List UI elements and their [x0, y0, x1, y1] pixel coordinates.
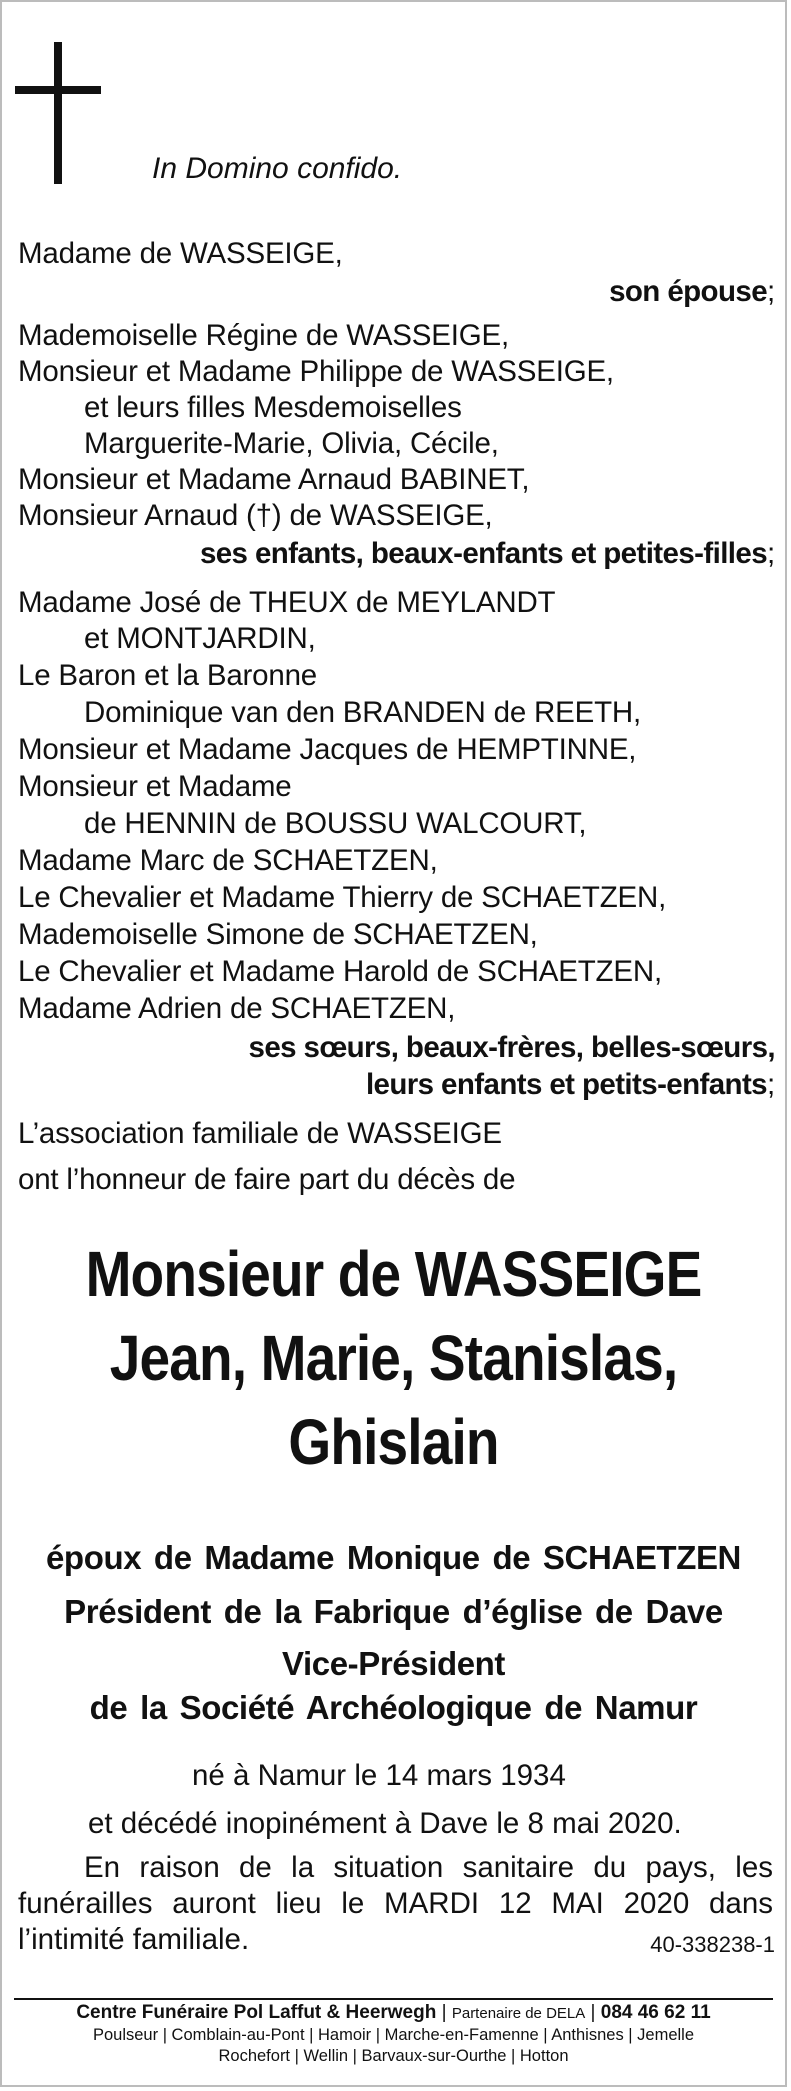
death-line: et décédé inopinément à Dave le 8 mai 2020.: [88, 1807, 682, 1840]
deceased-name-line2: Jean, Marie, Stanislas,: [109, 1322, 678, 1394]
deceased-name-line1: Monsieur de WASSEIGE: [85, 1238, 702, 1310]
children-line: Mademoiselle Régine de WASSEIGE,: [18, 319, 509, 352]
siblings-line: Madame Adrien de SCHAETZEN,: [18, 992, 456, 1025]
phone-number: 084 46 62 11: [600, 2002, 711, 2023]
siblings-line: Monsieur et Madame Jacques de HEMPTINNE,: [18, 733, 637, 766]
children-line: Monsieur et Madame Philippe de WASSEIGE,: [18, 355, 614, 388]
funeral-line1: En raison de la situation sanitaire du pays, les: [84, 1851, 773, 1884]
children-line: et leurs filles Mesdemoiselles: [84, 391, 462, 424]
siblings-line: de HENNIN de BOUSSU WALCOURT,: [84, 807, 587, 840]
footer-company-line: Centre Funéraire Pol Laffut & Heerwegh | Partenaire de DELA | 084 46 62 11: [76, 2002, 711, 2023]
siblings-line: Monsieur et Madame: [18, 770, 292, 803]
deceased-name-line3: Ghislain: [288, 1406, 499, 1478]
reference-number: 40-338238-1: [650, 1932, 775, 1957]
announce-line: ont l’honneur de faire part du décès de: [18, 1163, 516, 1196]
siblings-line: et MONTJARDIN,: [84, 622, 316, 655]
funeral-line3: l’intimité familiale.: [18, 1923, 250, 1956]
spouse-label: son épouse;: [609, 275, 775, 308]
company-name: Centre Funéraire Pol Laffut & Heerwegh: [76, 2002, 437, 2023]
siblings-line: Madame Marc de SCHAETZEN,: [18, 844, 438, 877]
siblings-label-2: leurs enfants et petits-enfants;: [365, 1068, 775, 1101]
siblings-line: Le Baron et la Baronne: [18, 659, 318, 692]
association-line: L’association familiale de WASSEIGE: [18, 1117, 502, 1150]
siblings-line: Mademoiselle Simone de SCHAETZEN,: [18, 918, 538, 951]
siblings-line: Le Chevalier et Madame Harold de SCHAETZEN,: [18, 955, 662, 988]
footer-locations-1: Poulseur | Comblain-au-Pont | Hamoir | Marche-en-Famenne | Anthisnes | Jemelle: [92, 2026, 695, 2044]
children-line: Monsieur Arnaud (†) de WASSEIGE,: [18, 499, 493, 532]
siblings-line: Le Chevalier et Madame Thierry de SCHAETZEN,: [18, 881, 667, 914]
siblings-label-1: ses sœurs, beaux-frères, belles-sœurs,: [248, 1031, 775, 1064]
funeral-line2: funérailles auront lieu le MARDI 12 MAI 2020 dans: [18, 1887, 773, 1920]
footer-locations-2: Rochefort | Wellin | Barvaux-sur-Ourthe | Hotton: [218, 2047, 569, 2065]
title-line: Vice-Président: [281, 1645, 506, 1682]
siblings-line: Madame José de THEUX de MEYLANDT: [18, 586, 556, 619]
children-line: Marguerite-Marie, Olivia, Cécile,: [84, 427, 499, 460]
children-line: Monsieur et Madame Arnaud BABINET,: [18, 463, 530, 496]
children-label: ses enfants, beaux-enfants et petites-filles;: [199, 537, 775, 570]
partner-label: Partenaire de DELA: [451, 2005, 586, 2022]
title-line: Président de la Fabrique d’église de Dave: [64, 1593, 723, 1630]
motto: In Domino confido.: [152, 152, 403, 185]
birth-line: né à Namur le 14 mars 1934: [192, 1759, 566, 1792]
siblings-line: Dominique van den BRANDEN de REETH,: [84, 696, 642, 729]
title-line: de la Société Archéologique de Namur: [89, 1689, 698, 1726]
spouse-name: Madame de WASSEIGE,: [18, 237, 343, 270]
title-line: époux de Madame Monique de SCHAETZEN: [45, 1539, 741, 1576]
